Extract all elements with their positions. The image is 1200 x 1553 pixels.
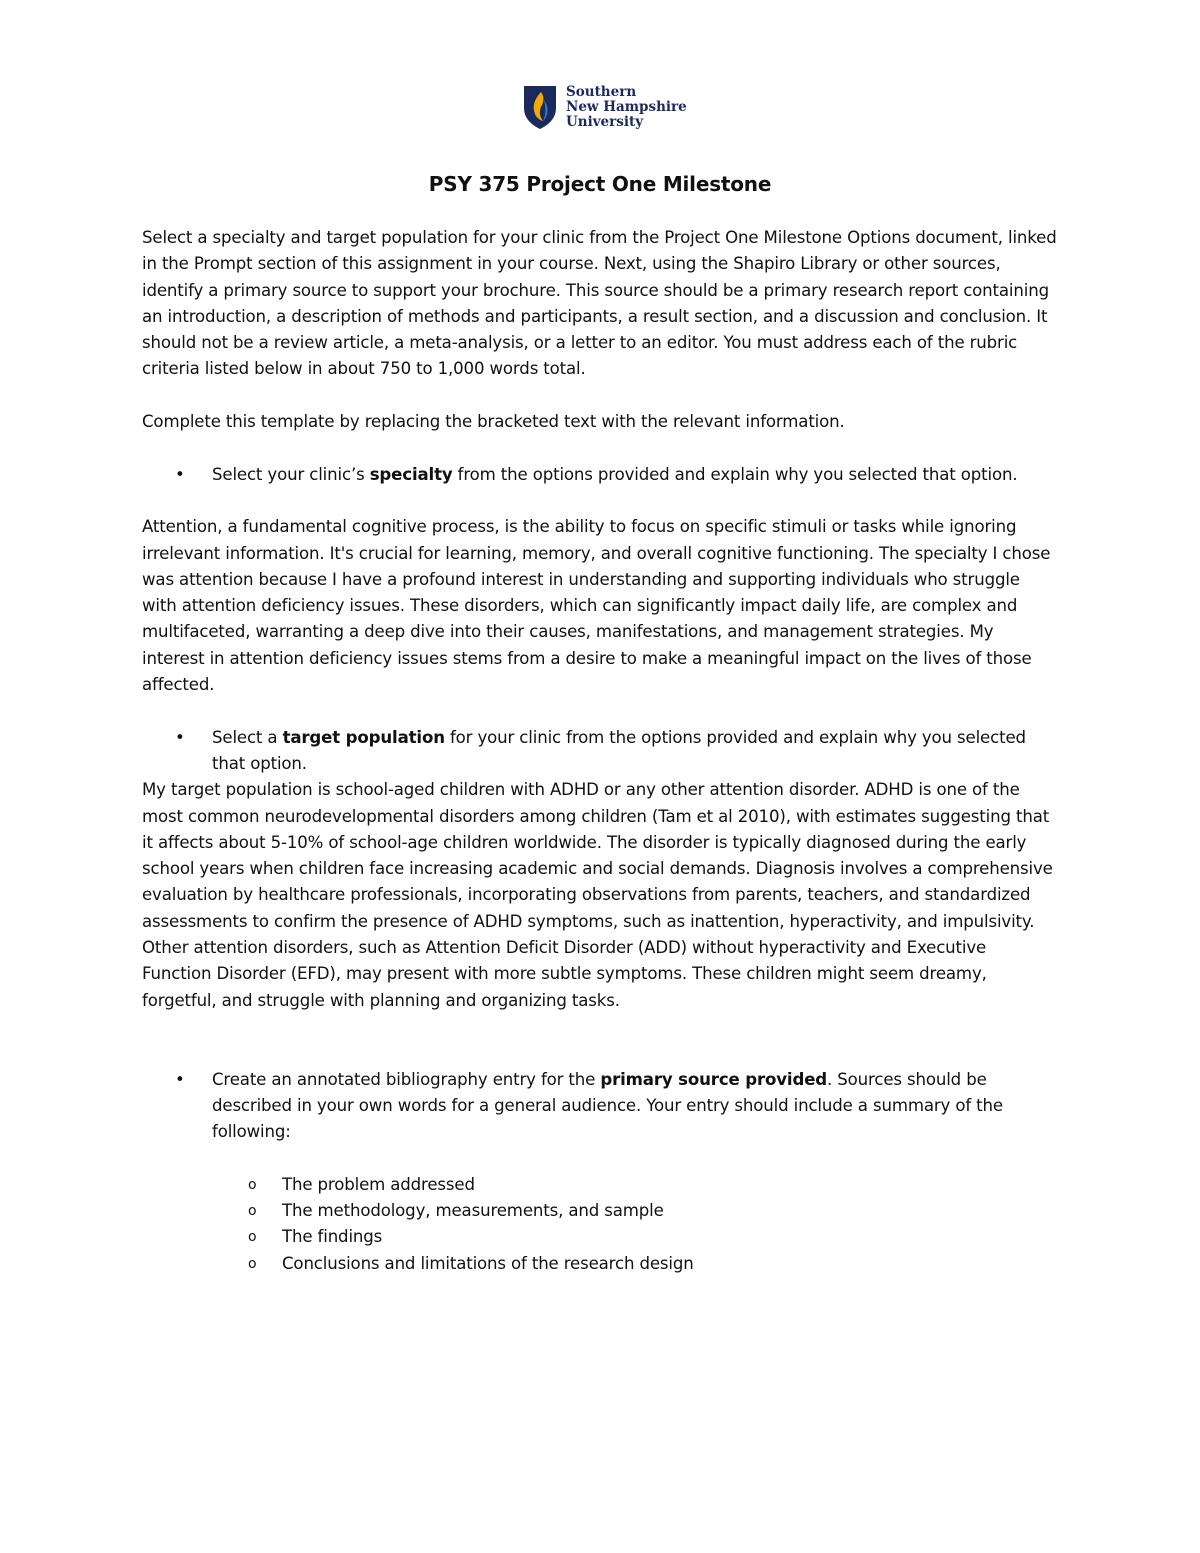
logo-wordmark bbox=[566, 85, 687, 130]
bullet-target-population bbox=[142, 725, 1057, 778]
target-population-answer-paragraph: My target population is school-aged children with ADHD or any other attention disorder. ADHD is one of the most common neurodevelopmental disorders among children (Tam et al 2010), with estimates suggesting that it affects about 5-10% of school-age children worldwide. The disorder is typically diagnosed during the early school years when children face increasing academic and social demands. Diagnosis involves a comprehensive evaluation by healthcare professionals, incorporating observations from parents, teachers, and standardized assessments to confirm the presence of ADHD symptoms, such as inattention, hyperactivity, and impulsivity. Other attention disorders, such as Attention Deficit Disorder (ADD) without hyperactivity and Executive Function Disorder (EFD), may present with more subtle symptoms. These children might seem dreamy, forgetful, and struggle with planning and organizing tasks. bbox=[142, 780, 1053, 1010]
sub-item bbox=[142, 1224, 1057, 1250]
bullet-icon: • bbox=[175, 1069, 185, 1089]
intro-paragraph: Select a specialty and target population for your clinic from the Project One Milestone Options document, linked in the Prompt section of this assignment in your course. Next, using the Shapiro Library or other sources, identify a primary source to support your brochure. This source should be a primary research report containing an introduction, a description of methods and participants, a result section, and a discussion and conclusion. It should not be a review article, a meta-analysis, or a letter to an editor. You must address each of the rubric criteria listed below in about 750 to 1,000 words total. bbox=[142, 228, 1057, 379]
university-logo bbox=[522, 84, 687, 130]
logo-line-1: Southern bbox=[566, 84, 637, 100]
bullet-target-post: for your clinic from the options provided and explain why you selected that option. bbox=[212, 727, 1026, 773]
sub-item bbox=[142, 1172, 1057, 1198]
bullet-icon: • bbox=[175, 464, 185, 484]
bullet-specialty bbox=[142, 462, 1057, 488]
bullet-target-pre: Select a bbox=[212, 727, 283, 747]
bullet-bibliography bbox=[142, 1067, 1057, 1146]
instruction-paragraph: Complete this template by replacing the bracketed text with the relevant information. bbox=[142, 412, 845, 432]
circle-bullet-icon: o bbox=[248, 1176, 257, 1193]
bullet-specialty-pre: Select your clinic’s bbox=[212, 464, 370, 484]
page-title: PSY 375 Project One Milestone bbox=[428, 172, 772, 196]
specialty-answer-paragraph: Attention, a fundamental cognitive process, is the ability to focus on specific stimuli or tasks while ignoring irrelevant information. It's crucial for learning, memory, and overall cognitive functioning. The specialty I chose was attention because I have a profound interest in understanding and supporting individuals who struggle with attention deficiency issues. These disorders, which can significantly impact daily life, are complex and multifaceted, warranting a deep dive into their causes, manifestations, and management strategies. My interest in attention deficiency issues stems from a desire to make a meaningful impact on the lives of those affected. bbox=[142, 517, 1051, 695]
circle-bullet-icon: o bbox=[248, 1255, 257, 1272]
sub-item-text: The methodology, measurements, and sample bbox=[282, 1200, 664, 1220]
shield-flame-icon bbox=[522, 84, 558, 130]
sub-item bbox=[142, 1198, 1057, 1224]
document-body bbox=[142, 225, 1057, 1277]
bullet-target-bold: target population bbox=[282, 727, 445, 747]
sub-item bbox=[142, 1251, 1057, 1277]
bullet-specialty-post: from the options provided and explain why you selected that option. bbox=[452, 464, 1018, 484]
bullet-bib-post: . Sources should be described in your own words for a general audience. Your entry should include a summary of the following: bbox=[212, 1069, 1003, 1142]
circle-bullet-icon: o bbox=[248, 1202, 257, 1219]
sub-item-text: The findings bbox=[282, 1227, 383, 1247]
logo-line-3: University bbox=[566, 114, 644, 130]
bullet-bib-bold: primary source provided bbox=[600, 1069, 828, 1089]
circle-bullet-icon: o bbox=[248, 1229, 257, 1246]
bullet-icon: • bbox=[175, 727, 185, 747]
logo-line-2: New Hampshire bbox=[566, 99, 687, 115]
bullet-specialty-bold: specialty bbox=[369, 464, 453, 484]
sub-item-text: Conclusions and limitations of the research design bbox=[282, 1253, 694, 1273]
sub-item-text: The problem addressed bbox=[282, 1174, 475, 1194]
bullet-bib-pre: Create an annotated bibliography entry for the bbox=[212, 1069, 601, 1089]
